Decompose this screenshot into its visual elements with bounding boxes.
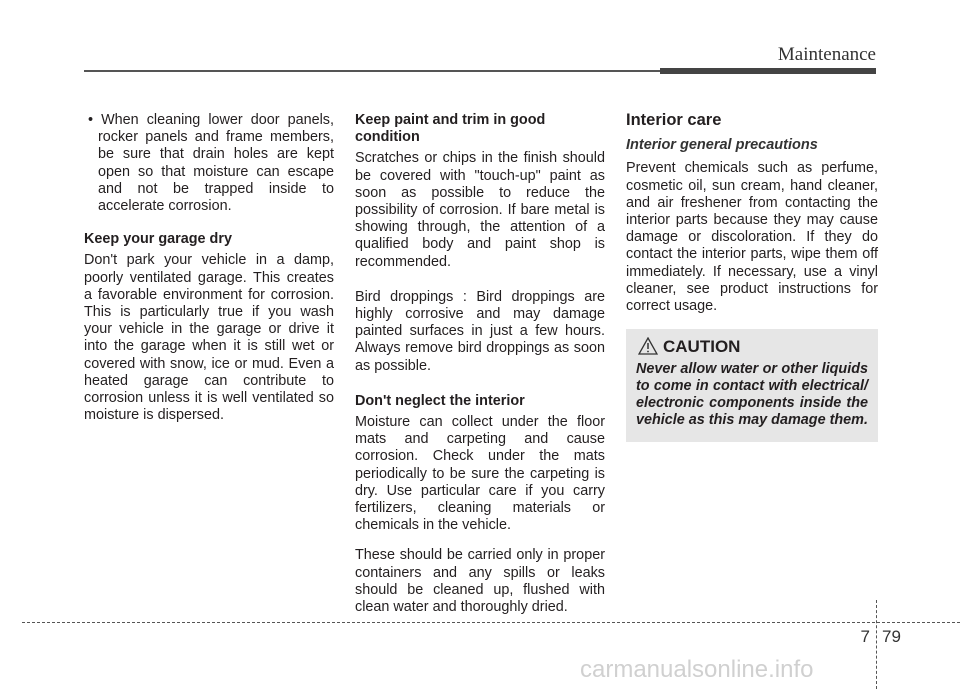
column-middle	[355, 112, 605, 629]
paint-paragraph: Scratches or chips in the finish should be covered with "touch-up" paint as soon as possible to reduce the possibility of corrosion. If bare metal is showing through, the attention of a qualified body and paint shop is recommended.	[355, 150, 605, 270]
header-rule-accent	[660, 68, 876, 74]
bullet-drain-holes: • When cleaning lower door panels, rocker panels and frame members, be sure that drain holes are kept open so that moisture can escape and not be trapped inside to accelerate corrosion.	[88, 112, 334, 215]
caution-box	[626, 329, 878, 442]
bullet-text: When cleaning lower door panels, rocker panels and frame members, be sure that drain holes are kept open so that moisture can escape and not be trapped inside to accelerate corrosion.	[98, 112, 334, 215]
watermark: carmanualsonline.info	[580, 656, 814, 683]
interior-heading: Don't neglect the interior	[355, 392, 525, 409]
caution-header	[636, 337, 868, 355]
interior-care-heading: Interior care	[626, 111, 722, 129]
chapter-number: 7	[860, 627, 870, 646]
footer-rule	[22, 622, 960, 623]
column-left	[84, 112, 334, 437]
caution-text: Never allow water or other liquids to come in contact with electrical/ electronic components inside the vehicle as this may damage them.	[636, 361, 868, 429]
page-number	[840, 627, 901, 647]
paint-heading: Keep paint and trim in good condition	[355, 112, 546, 146]
interior-care-paragraph: Prevent chemicals such as perfume, cosmetic oil, sun cream, hand cleaner, and air freshener from contacting the interior parts because they may cause damage or discoloration. If they do contact the interior parts, wipe them off immediately. If necessary, use a vinyl cleaner, see product instructions for correct usage.	[626, 160, 878, 315]
section-title: Maintenance	[777, 44, 876, 65]
warning-triangle-icon	[638, 337, 658, 355]
interior-paragraph-1: Moisture can collect under the floor mats and carpeting and cause corrosion. Check under the mats periodically to be sure the carpeting is dry. Use particular care if you carry fertilizers, cleaning materials or chemicals in the vehicle.	[355, 414, 605, 534]
caution-title: CAUTION	[663, 336, 741, 356]
interior-precautions-subheading: Interior general precautions	[626, 137, 818, 154]
page-number-value: 79	[882, 627, 901, 646]
garage-heading: Keep your garage dry	[84, 231, 232, 248]
column-right	[626, 112, 878, 442]
garage-paragraph: Don't park your vehicle in a damp, poorly ventilated garage. This creates a favorable environment for corrosion. This is particularly true if you wash your vehicle in the garage or drive it into the garage when it is still wet or covered with snow, ice or mud. Even a heated garage can contribute to corrosion unless it is well ventilated so moisture is dispersed.	[84, 252, 334, 424]
bird-paragraph: Bird droppings : Bird droppings are highly corrosive and may damage painted surfaces in just a few hours. Always remove bird droppings as soon as possible.	[355, 288, 605, 374]
interior-paragraph-2: These should be carried only in proper containers and any spills or leaks should be cleaned up, flushed with clean water and thoroughly dried.	[355, 547, 605, 616]
